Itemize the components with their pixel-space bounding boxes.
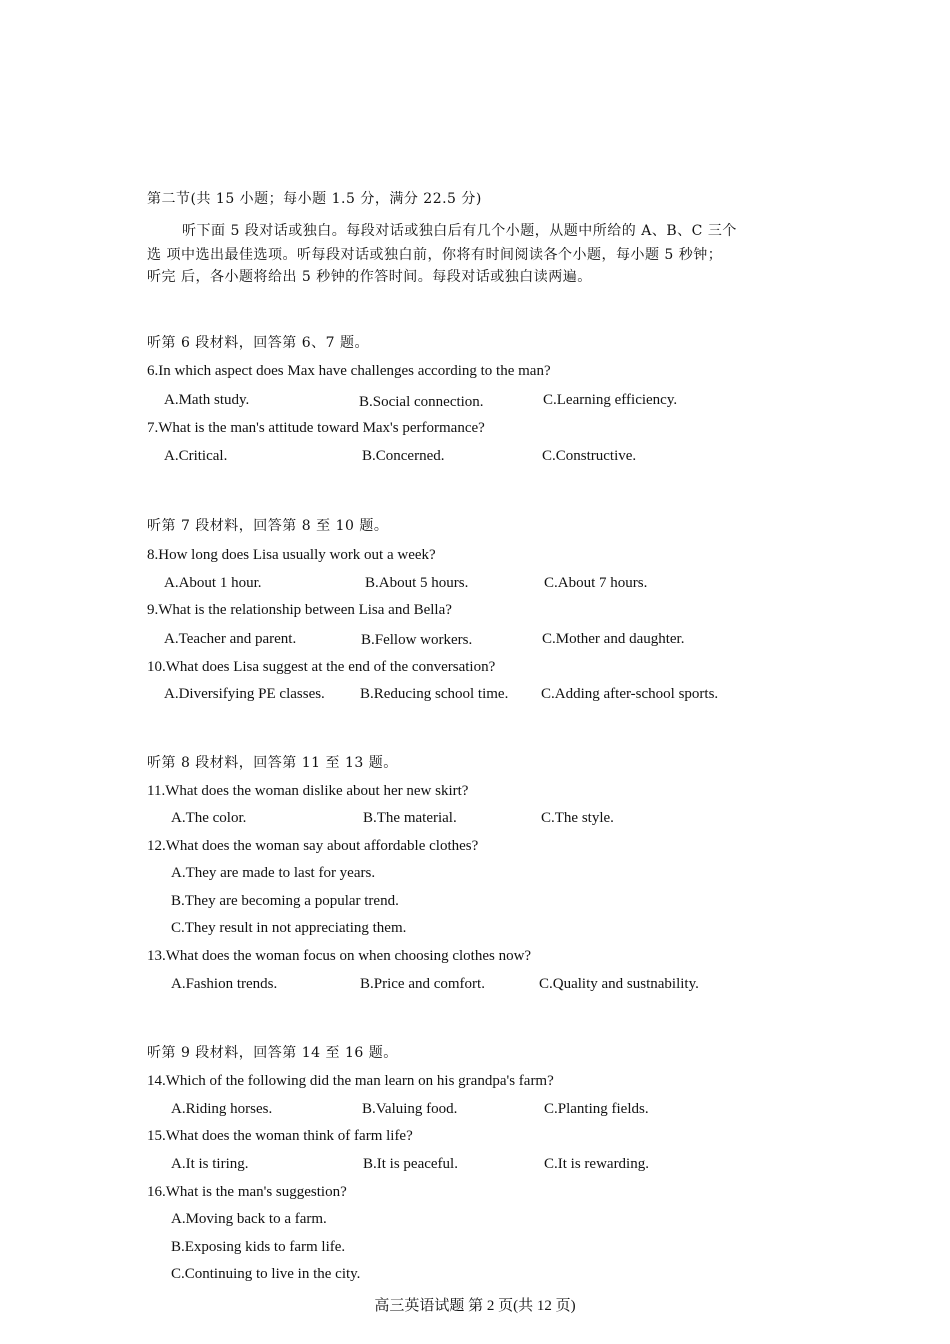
group-header: 听第 7 段材料，回答第 8 至 10 题。 <box>147 518 389 534</box>
question-9: 9.What is the relationship between Lisa and Bella? <box>147 602 452 618</box>
question-15-option-c: C.It is rewarding. <box>544 1156 649 1172</box>
question-11-option-a: A.The color. <box>171 810 247 826</box>
section-header: 第二节(共 15 小题；每小题 1.5 分，满分 22.5 分) <box>147 191 482 207</box>
question-10: 10.What does Lisa suggest at the end of the conversation? <box>147 659 496 675</box>
question-14: 14.Which of the following did the man learn on his grandpa's farm? <box>147 1073 554 1089</box>
question-6-option-a: A.Math study. <box>164 392 250 408</box>
question-7: 7.What is the man's attitude toward Max's performance? <box>147 420 485 436</box>
question-16-option-a: A.Moving back to a farm. <box>171 1211 327 1227</box>
group-header: 听第 8 段材料，回答第 11 至 13 题。 <box>147 755 398 771</box>
question-12-option-c: C.They result in not appreciating them. <box>171 920 407 936</box>
question-7-option-a: A.Critical. <box>164 448 228 464</box>
group-header: 听第 6 段材料，回答第 6、7 题。 <box>147 335 370 351</box>
question-16-option-c: C.Continuing to live in the city. <box>171 1266 361 1282</box>
instructions-line-1: 听下面 5 段对话或独白。每段对话或独白后有几个小题，从题中所给的 A、B、C 三个 <box>182 223 737 239</box>
question-16-option-b: B.Exposing kids to farm life. <box>171 1239 346 1255</box>
question-14-option-c: C.Planting fields. <box>544 1101 649 1117</box>
question-14-option-b: B.Valuing food. <box>362 1101 458 1117</box>
question-11: 11.What does the woman dislike about her new skirt? <box>147 783 469 799</box>
question-12-option-b: B.They are becoming a popular trend. <box>171 893 399 909</box>
question-13-option-a: A.Fashion trends. <box>171 976 278 992</box>
question-6-option-c: C.Learning efficiency. <box>543 392 678 408</box>
question-15-option-b: B.It is peaceful. <box>363 1156 458 1172</box>
question-11-option-c: C.The style. <box>541 810 614 826</box>
group-header: 听第 9 段材料，回答第 14 至 16 题。 <box>147 1045 398 1061</box>
question-12: 12.What does the woman say about affordable clothes? <box>147 838 479 854</box>
question-8-option-c: C.About 7 hours. <box>544 575 648 591</box>
question-10-option-b: B.Reducing school time. <box>360 686 509 702</box>
question-8: 8.How long does Lisa usually work out a week? <box>147 547 436 563</box>
question-16: 16.What is the man's suggestion? <box>147 1184 347 1200</box>
question-14-option-a: A.Riding horses. <box>171 1101 273 1117</box>
question-13-option-c: C.Quality and sustnability. <box>539 976 699 992</box>
question-6-option-b: B.Social connection. <box>359 394 484 410</box>
page-footer: 高三英语试题 第 2 页(共 12 页) <box>374 1298 576 1314</box>
question-15: 15.What does the woman think of farm life? <box>147 1128 413 1144</box>
question-12-option-a: A.They are made to last for years. <box>171 865 376 881</box>
instructions-line-3: 听完 后，各小题将给出 5 秒钟的作答时间。每段对话或独白读两遍。 <box>147 269 592 285</box>
question-7-option-b: B.Concerned. <box>362 448 445 464</box>
question-7-option-c: C.Constructive. <box>542 448 637 464</box>
instructions-line-2: 选 项中选出最佳选项。听每段对话或独白前，你将有时间阅读各个小题，每小题 5 秒钟； <box>147 247 723 263</box>
question-9-option-a: A.Teacher and parent. <box>164 631 297 647</box>
question-13-option-b: B.Price and comfort. <box>360 976 485 992</box>
question-10-option-a: A.Diversifying PE classes. <box>164 686 325 702</box>
question-11-option-b: B.The material. <box>363 810 457 826</box>
question-13: 13.What does the woman focus on when choosing clothes now? <box>147 948 532 964</box>
question-6: 6.In which aspect does Max have challenges according to the man? <box>147 363 551 379</box>
question-10-option-c: C.Adding after-school sports. <box>541 686 719 702</box>
question-8-option-a: A.About 1 hour. <box>164 575 262 591</box>
question-8-option-b: B.About 5 hours. <box>365 575 469 591</box>
question-15-option-a: A.It is tiring. <box>171 1156 249 1172</box>
question-9-option-c: C.Mother and daughter. <box>542 631 685 647</box>
question-9-option-b: B.Fellow workers. <box>361 632 473 648</box>
